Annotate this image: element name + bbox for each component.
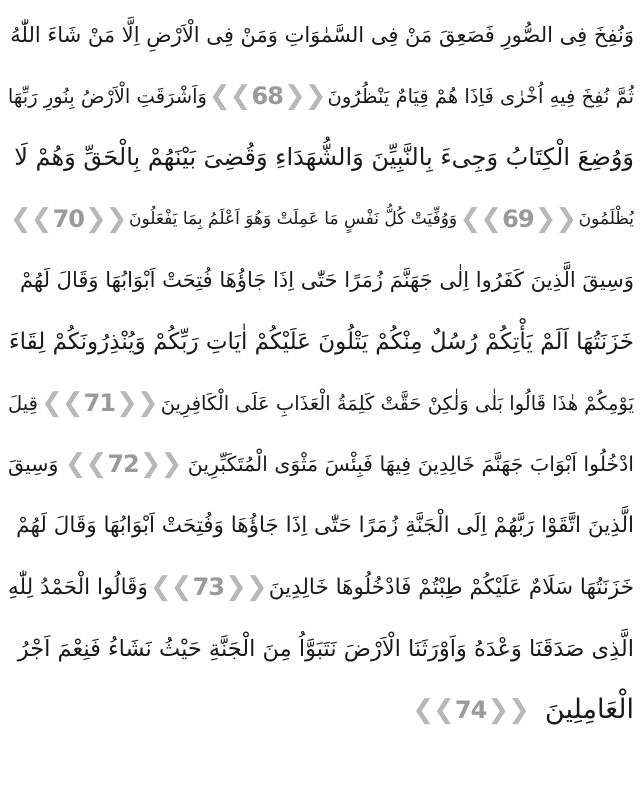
verse-text-segment: يَوْمِكُمْ هٰذَا قَالُوا بَلٰى وَلٰكِنْ حَقَّتْ كَلِمَةُ الْعَذَابِ عَلَى الْكَافِرِينَ <box>160 391 634 415</box>
verse-text-segment: الَّذِى صَدَقَنَا وَعْدَهُ وَاَوْرَثَنَا الْاَرْضَ نَتَبَوَّاُ مِنَ الْجَنَّةِ حَيْثُ نَشَاءُ فَنِعْمَ اَجْرُ <box>17 635 634 662</box>
ayah-number-marker <box>207 81 328 111</box>
ayah-number-marker <box>8 204 129 234</box>
ayah-number: 74 <box>454 695 487 724</box>
ornament-bracket-right-icon: ❯❯ <box>487 694 529 725</box>
ornament-bracket-left-icon: ❮❮ <box>208 81 251 112</box>
verse-line <box>8 495 634 556</box>
ayah-number-marker <box>63 449 184 479</box>
ayah-number-marker <box>39 388 160 418</box>
verse-line <box>8 434 634 495</box>
ornament-bracket-left-icon: ❮❮ <box>150 572 192 603</box>
ornament-bracket-right-icon: ❯❯ <box>283 81 326 112</box>
verse-text-segment: وَنُفِخَ فِى الصُّورِ فَصَعِقَ مَنْ فِى السَّمٰوَاتِ وَمَنْ فِى الْاَرْضِ اِلَّا مَنْ شَاءَ اللّٰهُ <box>10 22 634 47</box>
verse-text-segment: يُظْلَمُونَ <box>578 208 634 229</box>
verse-line <box>8 679 634 740</box>
ayah-number: 73 <box>192 573 224 602</box>
verse-line <box>8 127 634 188</box>
ayah-number: 70 <box>52 204 84 233</box>
verse-text-segment: قِيلَ <box>8 391 38 415</box>
verse-text-segment: وَسِيقَ الَّذِينَ كَفَرُوا اِلٰى جَهَنَّمَ زُمَرًا حَتّٰى اِذَا جَاؤُهَا فُتِحَتْ اَبْوَابُهَا وَقَالَ لَهُمْ <box>19 268 634 293</box>
ayah-number: 71 <box>83 389 116 418</box>
verse-text-block <box>8 4 634 741</box>
ayah-number-marker <box>410 695 531 725</box>
ornament-bracket-left-icon: ❮❮ <box>10 203 52 234</box>
ornament-bracket-right-icon: ❯❯ <box>85 203 127 234</box>
ayah-number: 68 <box>251 82 283 111</box>
verse-line <box>8 65 634 126</box>
ornament-bracket-left-icon: ❮❮ <box>64 449 107 480</box>
verse-line <box>8 557 634 618</box>
verse-text-segment: وَوُفِّيَتْ كُلُّ نَفْسٍ مَا عَمِلَتْ وَهُوَ اَعْلَمُ بِمَا يَفْعَلُونَ <box>129 208 458 229</box>
verse-text-segment: ثُمَّ نُفِخَ فِيهِ اُخْرٰى فَاِذَا هُمْ قِيَامٌ يَنْظُرُونَ <box>327 84 634 108</box>
ornament-bracket-left-icon: ❮❮ <box>459 203 502 234</box>
ayah-number: 69 <box>502 204 534 233</box>
verse-text-segment: خَزَنَتُهَا اَلَمْ يَأْتِكُمْ رُسُلٌ مِنْكُمْ يَتْلُونَ عَلَيْكُمْ اٰيَاتِ رَبِّكُمْ وَيُنْذِرُونَكُمْ لِقَاءَ <box>8 328 634 355</box>
verse-text-segment: الْعَامِلِينَ <box>544 694 634 726</box>
ayah-number-marker <box>148 572 269 602</box>
verse-text-segment: وَاَشْرَقَتِ الْاَرْضُ بِنُورِ رَبِّهَا <box>8 84 207 108</box>
verse-line <box>8 250 634 311</box>
ornament-bracket-right-icon: ❯❯ <box>534 203 577 234</box>
ornament-bracket-left-icon: ❮❮ <box>412 694 454 725</box>
verse-line <box>8 4 634 65</box>
verse-line <box>8 188 634 249</box>
ayah-number-marker <box>458 204 579 234</box>
ornament-bracket-right-icon: ❯❯ <box>224 572 267 603</box>
verse-text-segment: وَسِيقَ <box>8 452 59 477</box>
verse-text-segment: وَوُضِعَ الْكِتَابُ وَجِیءَ بِالنَّبِيِّنَ وَالشُّهَدَاءِ وَقُضِىَ بَيْنَهُمْ بِالْحَقِّ وَهُمْ لَا <box>14 143 634 172</box>
verse-text-segment: ادْخُلُوا اَبْوَابَ جَهَنَّمَ خَالِدِينَ فِيهَا فَبِئْسَ مَثْوَى الْمُتَكَبِّرِينَ <box>187 452 634 477</box>
ornament-bracket-right-icon: ❯❯ <box>116 388 158 419</box>
verse-line <box>8 372 634 433</box>
verse-line <box>8 311 634 372</box>
ayah-number: 72 <box>107 450 139 479</box>
verse-text-segment: خَزَنَتُهَا سَلَامٌ عَلَيْكُمْ طِبْتُمْ فَادْخُلُوهَا خَالِدِينَ <box>268 574 634 600</box>
ornament-bracket-left-icon: ❮❮ <box>41 388 83 419</box>
verse-text-segment: الَّذِينَ اتَّقَوْا رَبَّهُمْ اِلَى الْجَنَّةِ زُمَرًا حَتّٰى اِذَا جَاؤُهَا وَفُتِحَتْ اَبْوَابُهَا وَقَالَ لَهُمْ <box>16 513 634 539</box>
verse-line <box>8 618 634 679</box>
ornament-bracket-right-icon: ❯❯ <box>139 449 182 480</box>
verse-text-segment: وَقَالُوا الْحَمْدُ لِلّٰهِ <box>8 574 148 600</box>
